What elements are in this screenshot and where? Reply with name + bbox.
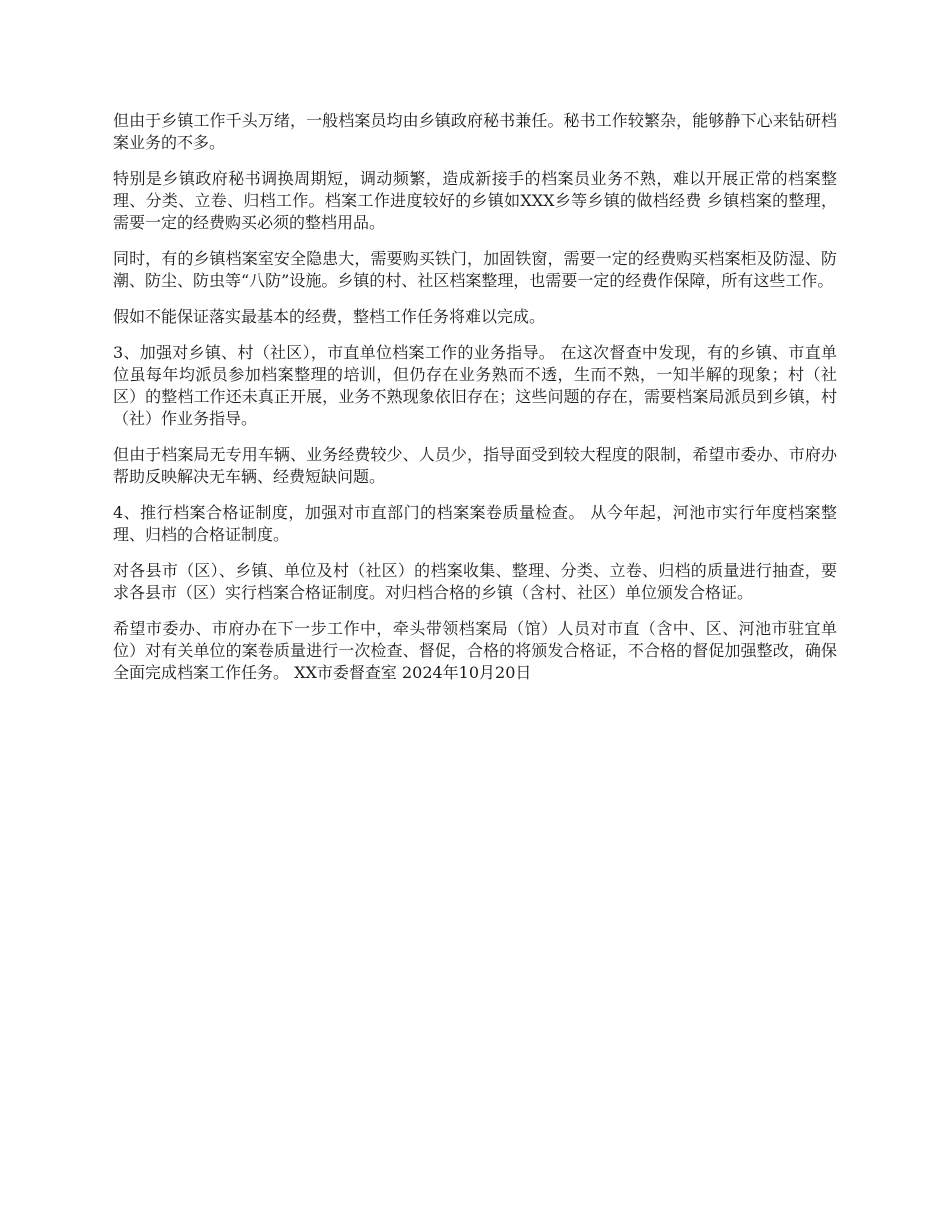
paragraph-1: 但由于乡镇工作千头万绪，一般档案员均由乡镇政府秘书兼任。秘书工作较繁杂，能够静下心来钻研档案业务的不多。 xyxy=(113,111,837,152)
document-body xyxy=(113,110,837,698)
paragraph-9: 希望市委办、市府办在下一步工作中，牵头带领档案局（馆）人员对市直（含中、区、河池市驻宜单位）对有关单位的案卷质量进行一次检查、督促，合格的将颁发合格证，不合格的督促加强整改，确保全面完成档案工作任务。 XX市委督查室 2024年10月20日 xyxy=(113,619,837,682)
paragraph-4: 假如不能保证落实最基本的经费，整档工作任务将难以完成。 xyxy=(113,307,546,326)
paragraph-5: 3、加强对乡镇、村（社区），市直单位档案工作的业务指导。 在这次督查中发现，有的乡镇、市直单位虽每年均派员参加档案整理的培训，但仍存在业务熟而不透，生而不熟，一知半解的现象；村（社区）的整档工作还未真正开展，业务不熟现象依旧存在；这些问题的存在，需要档案局派员到乡镇，村（社）作业务指导。 xyxy=(113,343,837,428)
paragraph-8: 对各县市（区）、乡镇、单位及村（社区）的档案收集、整理、分类、立卷、归档的质量进行抽查，要求各县市（区）实行档案合格证制度。对归档合格的乡镇（含村、社区）单位颁发合格证。 xyxy=(113,561,837,602)
paragraph-3: 同时，有的乡镇档案室安全隐患大，需要购买铁门，加固铁窗，需要一定的经费购买档案柜及防湿、防潮、防尘、防虫等“八防”设施。乡镇的村、社区档案整理，也需要一定的经费作保障，所有这些工作。 xyxy=(113,249,837,290)
paragraph-2: 特别是乡镇政府秘书调换周期短，调动频繁，造成新接手的档案员业务不熟，难以开展正常的档案整理、分类、立卷、归档工作。档案工作进度较好的乡镇如XXX乡等乡镇的做档经费 乡镇档案的整理，需要一定的经费购买必须的整档用品。 xyxy=(113,169,837,232)
paragraph-6: 但由于档案局无专用车辆、业务经费较少、人员少，指导面受到较大程度的限制，希望市委办、市府办帮助反映解决无车辆、经费短缺问题。 xyxy=(113,445,837,486)
paragraph-7: 4、推行档案合格证制度，加强对市直部门的档案案卷质量检查。 从今年起，河池市实行年度档案整理、归档的合格证制度。 xyxy=(113,503,837,544)
